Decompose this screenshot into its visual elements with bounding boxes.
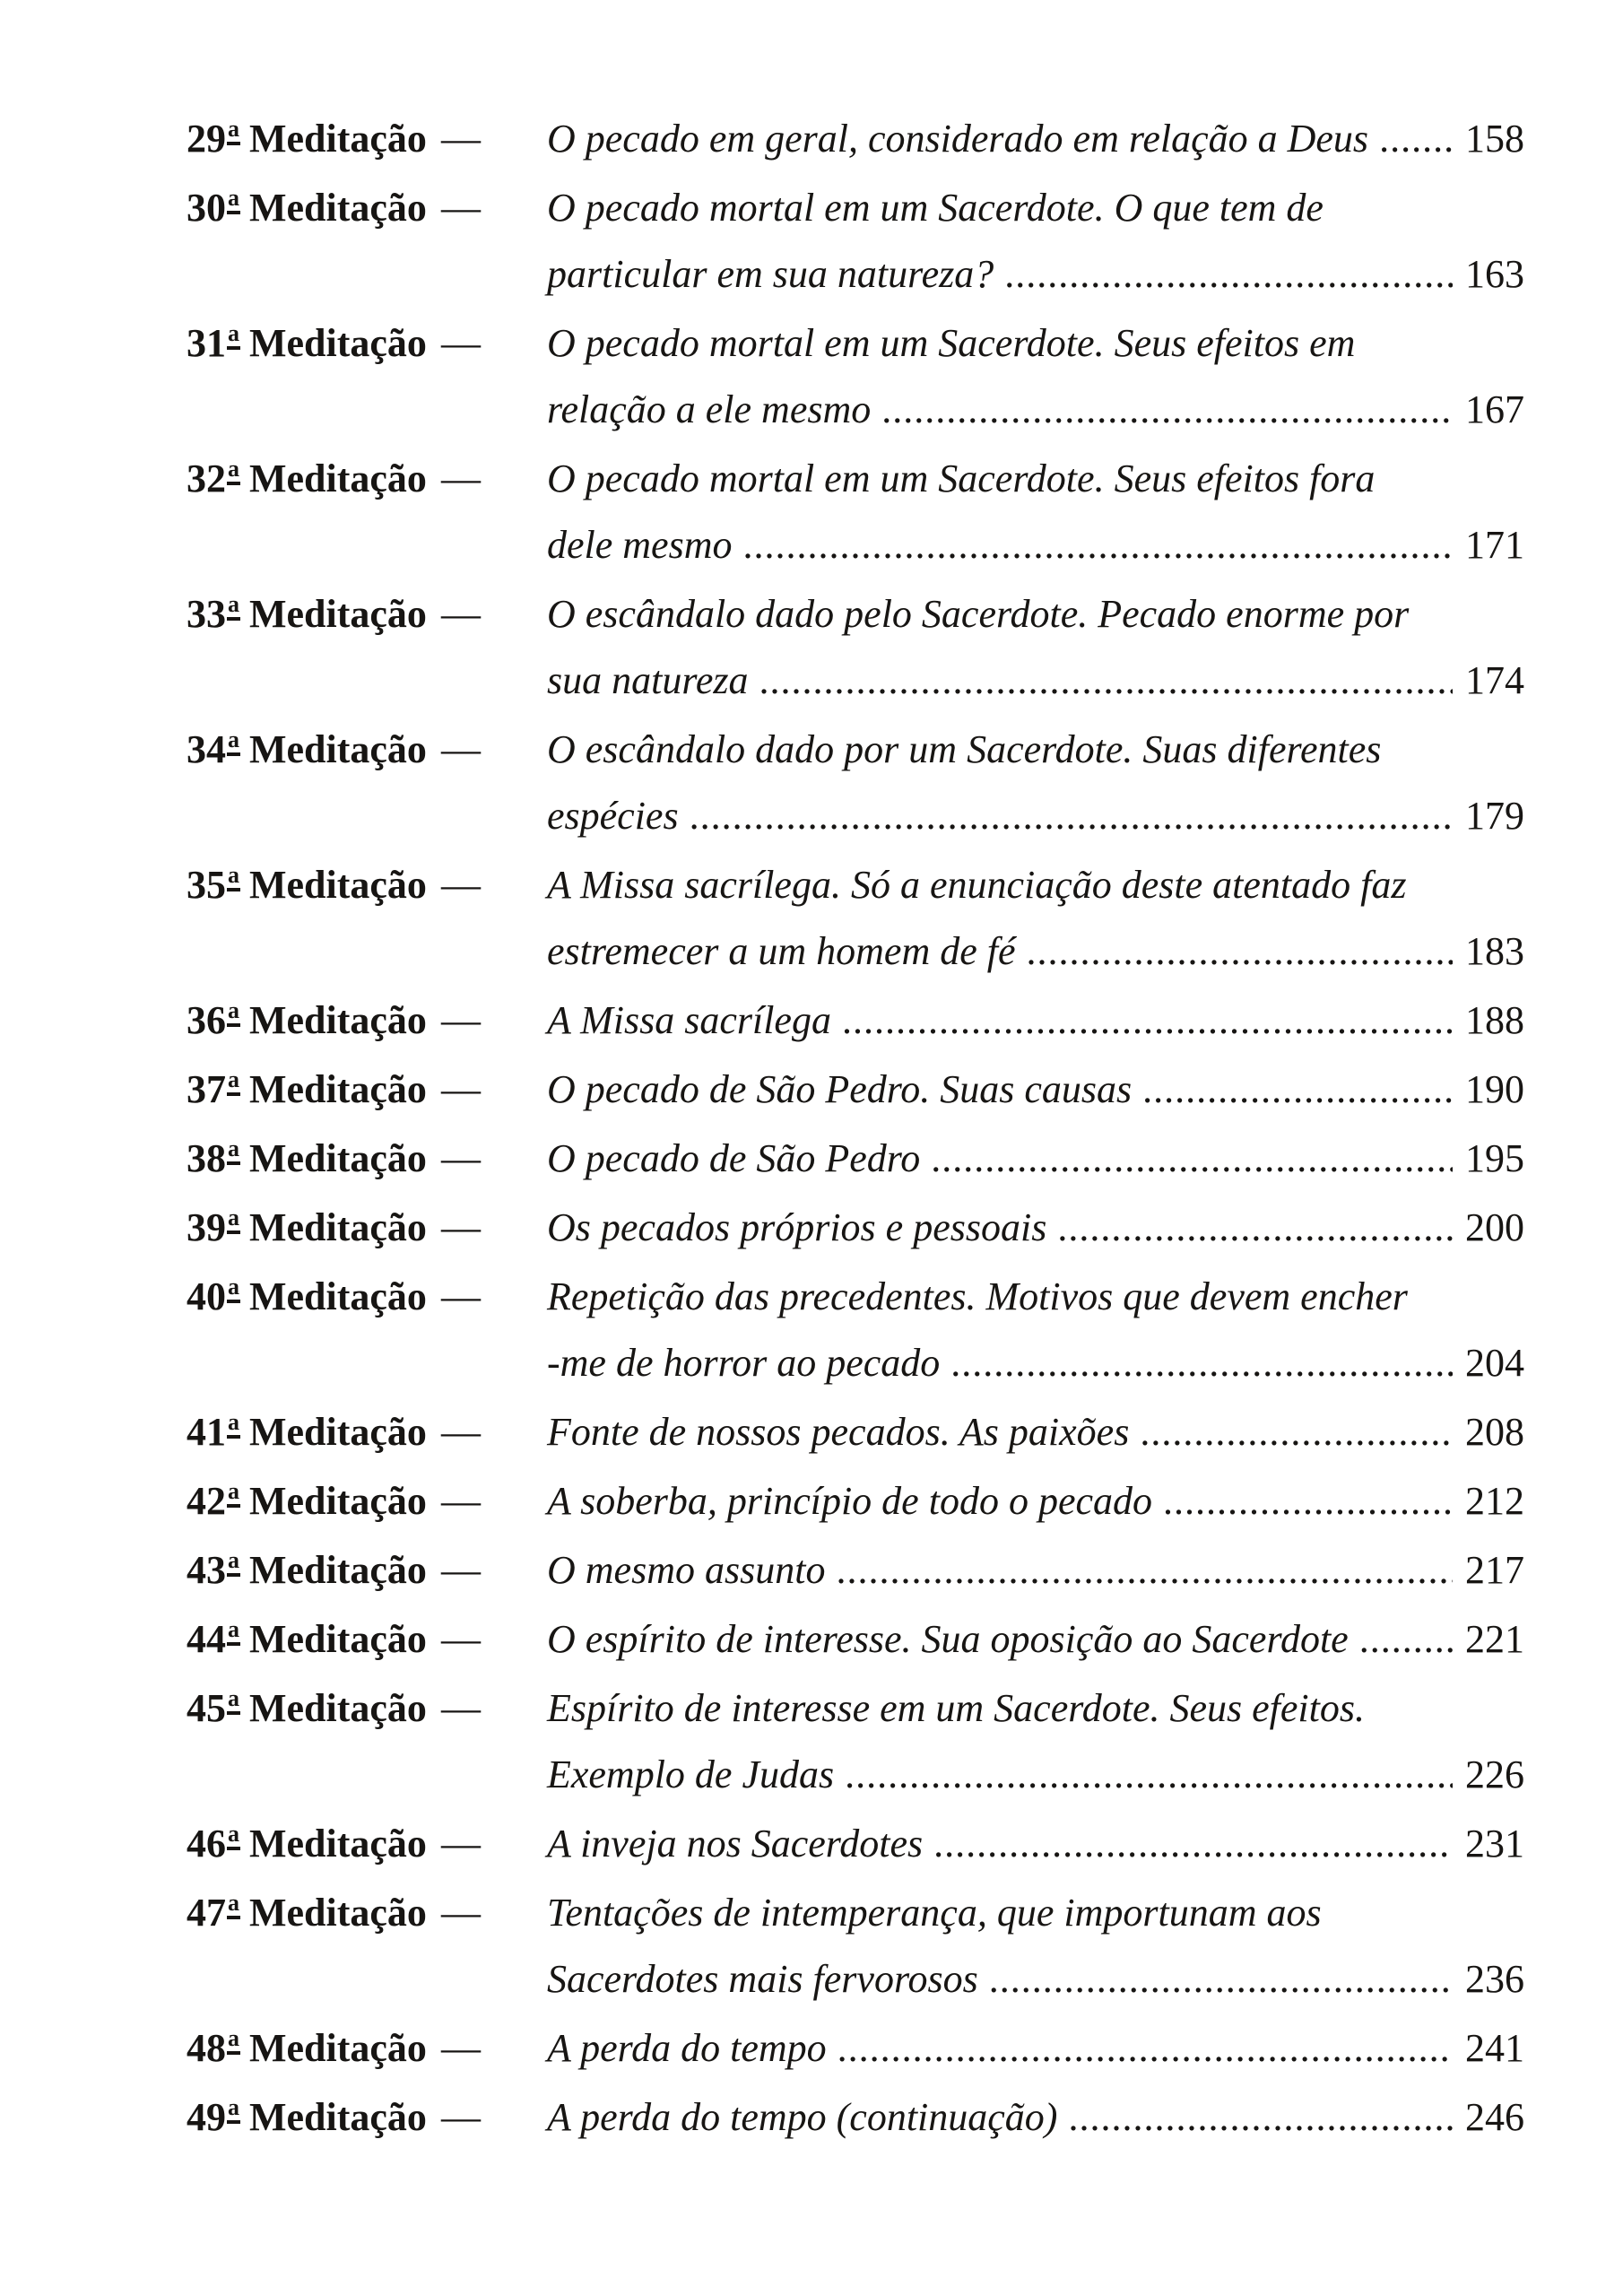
entry-number: 42 [187, 1479, 226, 1523]
entry-label: Meditação [249, 1891, 427, 1935]
entry-head [187, 1811, 547, 1877]
em-dash: — [440, 863, 481, 907]
entry-number: 30 [187, 186, 226, 230]
em-dash: — [440, 1891, 481, 1935]
entry-title: O pecado mortal em um Sacerdote. Seus efeitos em [547, 321, 1356, 365]
toc-entry [187, 2084, 1524, 2151]
toc-line [187, 783, 1524, 849]
ordinal-indicator: a [227, 1618, 240, 1646]
toc-entry [187, 310, 1524, 443]
page-number: 204 [1465, 1341, 1524, 1385]
toc-entry [187, 852, 1524, 985]
em-dash: — [440, 1617, 481, 1661]
em-dash: — [440, 117, 481, 161]
page-number: 163 [1465, 252, 1524, 296]
em-dash: — [440, 1548, 481, 1592]
toc-entry [187, 175, 1524, 308]
entry-title: dele mesmo [547, 523, 733, 567]
toc-line [187, 1468, 1524, 1535]
entry-label: Meditação [249, 727, 427, 771]
entry-title: O escândalo dado por um Sacerdote. Suas diferentes [547, 727, 1382, 771]
ordinal-indicator: a [227, 1068, 240, 1096]
toc-entry [187, 1675, 1524, 1808]
dot-leader [759, 648, 1454, 714]
entry-title: A Missa sacrílega [547, 998, 831, 1042]
toc-entry [187, 1126, 1524, 1192]
ordinal-indicator: a [227, 999, 240, 1027]
entry-title: A inveja nos Sacerdotes [547, 1822, 924, 1866]
toc-entry [187, 717, 1524, 849]
toc-entry [187, 1606, 1524, 1673]
entry-head [187, 852, 547, 918]
toc-entry [187, 1264, 1524, 1396]
entry-label: Meditação [249, 321, 427, 365]
em-dash: — [440, 1686, 481, 1730]
toc-line [187, 310, 1524, 377]
entry-number: 32 [187, 457, 226, 500]
entry-title: O mesmo assunto [547, 1548, 826, 1592]
dot-leader [1027, 918, 1453, 985]
entry-label: Meditação [249, 1274, 427, 1318]
dot-leader [1068, 2084, 1453, 2151]
em-dash: — [440, 592, 481, 636]
entry-title: Repetição das precedentes. Motivos que devem encher [547, 1274, 1408, 1318]
entry-title: O pecado mortal em um Sacerdote. O que tem de [547, 186, 1324, 230]
page-number: 208 [1465, 1410, 1524, 1454]
page-number: 195 [1465, 1136, 1524, 1180]
em-dash: — [440, 2095, 481, 2139]
page-number: 171 [1465, 523, 1524, 567]
toc-line [187, 717, 1524, 783]
entry-title: Tentações de intemperança, que importunam aos [547, 1891, 1322, 1935]
entry-title: sua natureza [547, 658, 749, 702]
entry-title: O pecado mortal em um Sacerdote. Seus efeitos fora [547, 457, 1376, 500]
ordinal-indicator: a [227, 1822, 240, 1850]
page-number: 179 [1465, 794, 1524, 838]
page-number: 183 [1465, 929, 1524, 973]
page-number: 241 [1465, 2026, 1524, 2070]
entry-label: Meditação [249, 2026, 427, 2070]
entry-label: Meditação [249, 1205, 427, 1249]
ordinal-indicator: a [227, 2027, 240, 2055]
entry-title: A perda do tempo (continuação) [547, 2095, 1058, 2139]
ordinal-indicator: a [227, 1206, 240, 1234]
toc-line [187, 446, 1524, 512]
page-number: 190 [1465, 1067, 1524, 1111]
toc-line [187, 512, 1524, 578]
entry-number: 49 [187, 2095, 226, 2139]
toc-line [187, 377, 1524, 443]
entry-head [187, 1195, 547, 1261]
entry-head [187, 1537, 547, 1604]
entry-title: Sacerdotes mais fervorosos [547, 1957, 978, 2001]
entry-number: 43 [187, 1548, 226, 1592]
entry-number: 47 [187, 1891, 226, 1935]
entry-title: O pecado de São Pedro [547, 1136, 921, 1180]
entry-head [187, 310, 547, 377]
entry-head [187, 106, 547, 172]
toc-line [187, 1057, 1524, 1123]
entry-title: estremecer a um homem de fé [547, 929, 1016, 973]
toc-line [187, 852, 1524, 918]
toc-line [187, 1880, 1524, 1946]
toc-entry [187, 1057, 1524, 1123]
entry-title: O espírito de interesse. Sua oposição ao Sacerdote [547, 1617, 1349, 1661]
page-number: 231 [1465, 1822, 1524, 1866]
entry-head [187, 1057, 547, 1123]
entry-head [187, 1468, 547, 1535]
ordinal-indicator: a [227, 457, 240, 485]
entry-label: Meditação [249, 1136, 427, 1180]
dot-leader [1163, 1468, 1453, 1535]
entry-title: relação a ele mesmo [547, 387, 872, 431]
ordinal-indicator: a [227, 593, 240, 621]
toc-line [187, 1606, 1524, 1673]
toc-line [187, 1675, 1524, 1742]
dot-leader [1359, 1606, 1453, 1673]
ordinal-indicator: a [227, 187, 240, 214]
toc-line [187, 2084, 1524, 2151]
dot-leader [950, 1330, 1453, 1396]
entry-title: espécies [547, 794, 679, 838]
page-number: 174 [1465, 658, 1524, 702]
toc-entry [187, 2015, 1524, 2082]
toc-line [187, 2015, 1524, 2082]
em-dash: — [440, 1274, 481, 1318]
entry-title: O escândalo dado pelo Sacerdote. Pecado enorme por [547, 592, 1410, 636]
dot-leader [842, 987, 1453, 1054]
dot-leader [881, 377, 1453, 443]
entry-head [187, 1399, 547, 1465]
toc-entry [187, 1195, 1524, 1261]
toc-line [187, 1399, 1524, 1465]
page-number: 158 [1465, 117, 1524, 161]
toc-line [187, 918, 1524, 985]
entry-label: Meditação [249, 186, 427, 230]
entry-number: 39 [187, 1205, 226, 1249]
entry-head [187, 2084, 547, 2151]
toc-line [187, 1537, 1524, 1604]
entry-title: A soberba, princípio de todo o pecado [547, 1479, 1152, 1523]
entry-head [187, 1606, 547, 1673]
toc-line [187, 1742, 1524, 1808]
dot-leader [690, 783, 1453, 849]
ordinal-indicator: a [227, 728, 240, 756]
toc-line [187, 1946, 1524, 2013]
entry-title: Fonte de nossos pecados. As paixões [547, 1410, 1130, 1454]
entry-number: 33 [187, 592, 226, 636]
page-number: 221 [1465, 1617, 1524, 1661]
entry-number: 34 [187, 727, 226, 771]
entry-title: O pecado de São Pedro. Suas causas [547, 1067, 1133, 1111]
toc-line [187, 581, 1524, 648]
entry-head [187, 987, 547, 1054]
entry-title: particular em sua natureza? [547, 252, 994, 296]
toc-line [187, 1126, 1524, 1192]
em-dash: — [440, 186, 481, 230]
toc-line [187, 1264, 1524, 1330]
entry-number: 41 [187, 1410, 226, 1454]
entry-number: 31 [187, 321, 226, 365]
dot-leader [1142, 1057, 1453, 1123]
em-dash: — [440, 1410, 481, 1454]
entry-label: Meditação [249, 117, 427, 161]
entry-label: Meditação [249, 457, 427, 500]
page-number: 246 [1465, 2095, 1524, 2139]
entry-title: A Missa sacrílega. Só a enunciação deste atentado faz [547, 863, 1407, 907]
dot-leader [1140, 1399, 1453, 1465]
toc-entry [187, 1880, 1524, 2013]
toc-line [187, 241, 1524, 308]
entry-title: Espírito de interesse em um Sacerdote. Seus efeitos. [547, 1686, 1365, 1730]
entry-title: Os pecados próprios e pessoais [547, 1205, 1047, 1249]
entry-label: Meditação [249, 1479, 427, 1523]
entry-head [187, 2015, 547, 2082]
entry-title: -me de horror ao pecado [547, 1341, 941, 1385]
entry-head [187, 717, 547, 783]
entry-label: Meditação [249, 1822, 427, 1866]
toc-line [187, 648, 1524, 714]
ordinal-indicator: a [227, 1411, 240, 1439]
entry-number: 48 [187, 2026, 226, 2070]
entry-head [187, 1264, 547, 1330]
em-dash: — [440, 457, 481, 500]
ordinal-indicator: a [227, 1480, 240, 1508]
entry-head [187, 1675, 547, 1742]
entry-label: Meditação [249, 998, 427, 1042]
entry-title: O pecado em geral, considerado em relação a Deus [547, 117, 1369, 161]
dot-leader [931, 1126, 1453, 1192]
toc-entry [187, 1537, 1524, 1604]
ordinal-indicator: a [227, 117, 240, 145]
ordinal-indicator: a [227, 1687, 240, 1715]
entry-label: Meditação [249, 1067, 427, 1111]
entry-head [187, 1880, 547, 1946]
dot-leader [1004, 241, 1453, 308]
entry-number: 37 [187, 1067, 226, 1111]
toc-line [187, 106, 1524, 172]
ordinal-indicator: a [227, 2096, 240, 2124]
entry-number: 35 [187, 863, 226, 907]
page-number: 236 [1465, 1957, 1524, 2001]
dot-leader [933, 1811, 1453, 1877]
page-number: 167 [1465, 387, 1524, 431]
entry-title: A perda do tempo [547, 2026, 827, 2070]
toc-list [187, 106, 1524, 2151]
entry-label: Meditação [249, 592, 427, 636]
entry-number: 40 [187, 1274, 226, 1318]
toc-page [187, 106, 1524, 2153]
toc-entry [187, 1399, 1524, 1465]
em-dash: — [440, 2026, 481, 2070]
entry-title: Exemplo de Judas [547, 1752, 835, 1796]
ordinal-indicator: a [227, 322, 240, 350]
dot-leader [989, 1946, 1453, 2013]
toc-entry [187, 1811, 1524, 1877]
entry-head [187, 446, 547, 512]
toc-line [187, 987, 1524, 1054]
entry-number: 44 [187, 1617, 226, 1661]
toc-entry [187, 446, 1524, 578]
toc-entry [187, 987, 1524, 1054]
dot-leader [845, 1742, 1453, 1808]
entry-label: Meditação [249, 1686, 427, 1730]
toc-line [187, 1330, 1524, 1396]
entry-head [187, 175, 547, 241]
entry-number: 36 [187, 998, 226, 1042]
em-dash: — [440, 1479, 481, 1523]
entry-head [187, 1126, 547, 1192]
dot-leader [1057, 1195, 1453, 1261]
toc-line [187, 1811, 1524, 1877]
ordinal-indicator: a [227, 1137, 240, 1165]
em-dash: — [440, 1136, 481, 1180]
ordinal-indicator: a [227, 864, 240, 891]
ordinal-indicator: a [227, 1275, 240, 1303]
em-dash: — [440, 1205, 481, 1249]
em-dash: — [440, 998, 481, 1042]
entry-number: 46 [187, 1822, 226, 1866]
em-dash: — [440, 1067, 481, 1111]
em-dash: — [440, 1822, 481, 1866]
dot-leader [836, 1537, 1453, 1604]
entry-head [187, 581, 547, 648]
toc-entry [187, 581, 1524, 714]
entry-label: Meditação [249, 863, 427, 907]
toc-line [187, 175, 1524, 241]
entry-number: 45 [187, 1686, 226, 1730]
entry-number: 38 [187, 1136, 226, 1180]
page-number: 217 [1465, 1548, 1524, 1592]
page-number: 226 [1465, 1752, 1524, 1796]
ordinal-indicator: a [227, 1549, 240, 1577]
em-dash: — [440, 321, 481, 365]
entry-number: 29 [187, 117, 226, 161]
dot-leader [1379, 106, 1453, 172]
toc-entry [187, 1468, 1524, 1535]
entry-label: Meditação [249, 1410, 427, 1454]
entry-label: Meditação [249, 2095, 427, 2139]
page-number: 188 [1465, 998, 1524, 1042]
dot-leader [743, 512, 1454, 578]
page-number: 212 [1465, 1479, 1524, 1523]
toc-line [187, 1195, 1524, 1261]
toc-entry [187, 106, 1524, 172]
entry-label: Meditação [249, 1548, 427, 1592]
em-dash: — [440, 727, 481, 771]
page-number: 200 [1465, 1205, 1524, 1249]
ordinal-indicator: a [227, 1892, 240, 1919]
entry-label: Meditação [249, 1617, 427, 1661]
dot-leader [838, 2015, 1453, 2082]
